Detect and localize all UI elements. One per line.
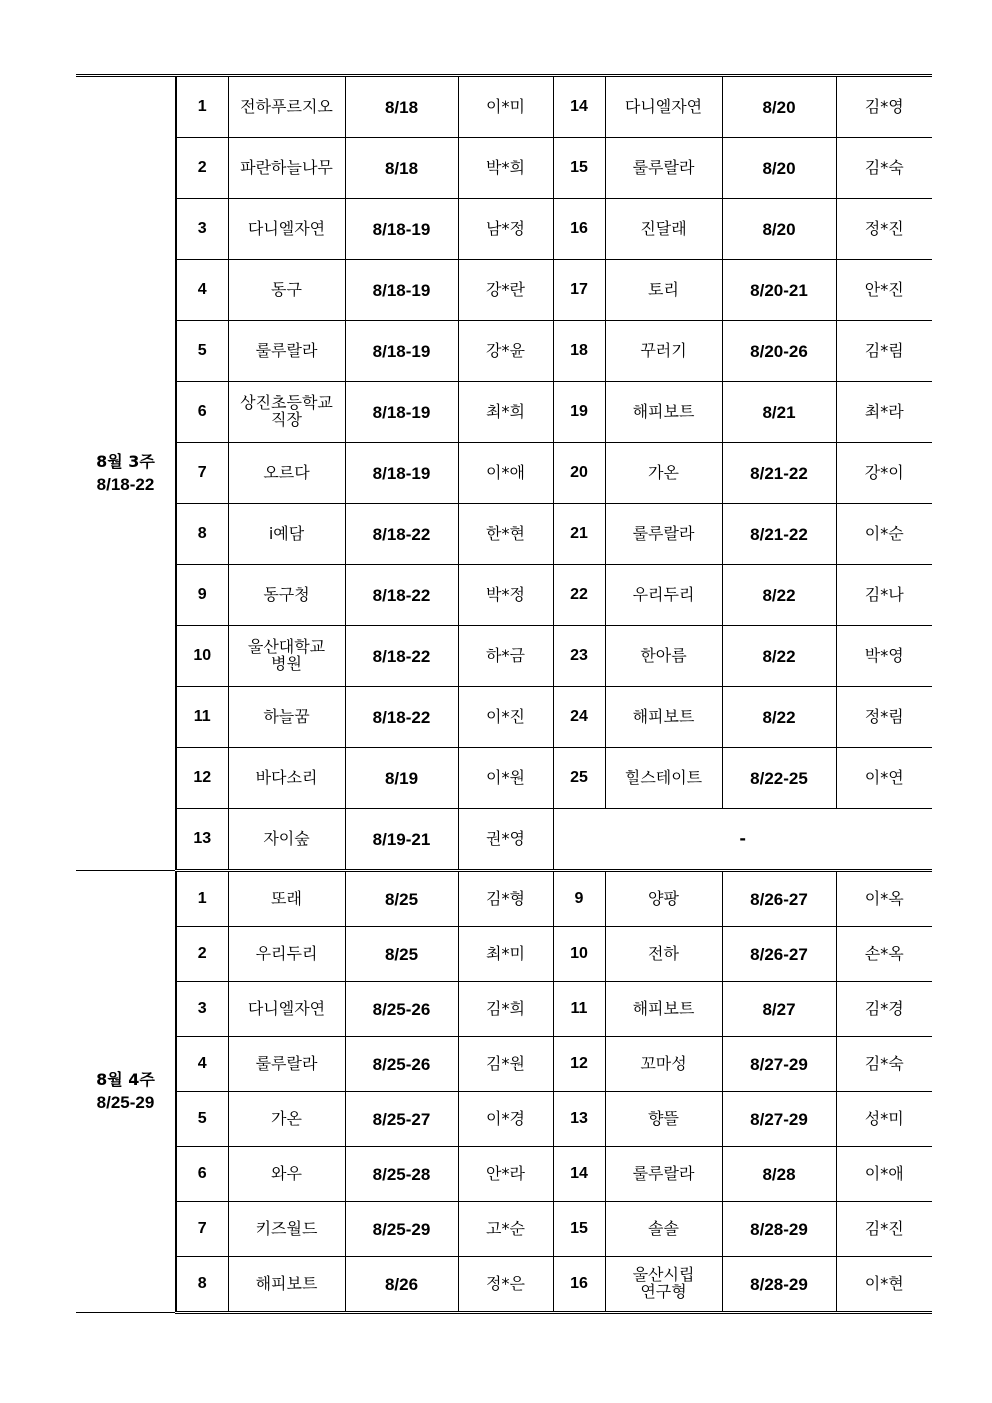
person-name: 박*영 bbox=[836, 626, 932, 687]
date-range: 8/28-29 bbox=[722, 1202, 836, 1257]
person-name: 강*란 bbox=[458, 260, 553, 321]
person-name: 박*정 bbox=[458, 565, 553, 626]
date-range: 8/18-19 bbox=[345, 382, 458, 443]
place-name: 해피보트 bbox=[605, 982, 722, 1037]
place-name: 동구 bbox=[228, 260, 345, 321]
place-name: 오르다 bbox=[228, 443, 345, 504]
place-name: 다니엘자연 bbox=[228, 982, 345, 1037]
date-range: 8/25-29 bbox=[345, 1202, 458, 1257]
place-name: 전하푸르지오 bbox=[228, 76, 345, 138]
person-name: 안*진 bbox=[836, 260, 932, 321]
place-name: 파란하늘나무 bbox=[228, 138, 345, 199]
person-name: 최*희 bbox=[458, 382, 553, 443]
row-number: 3 bbox=[176, 199, 228, 260]
week-label-cell bbox=[76, 871, 176, 1313]
row-number: 13 bbox=[553, 1092, 605, 1147]
place-name: 하늘꿈 bbox=[228, 687, 345, 748]
row-number: 23 bbox=[553, 626, 605, 687]
place-name: 키즈월드 bbox=[228, 1202, 345, 1257]
row-number: 18 bbox=[553, 321, 605, 382]
table-row bbox=[76, 982, 932, 1037]
place-name: 토리 bbox=[605, 260, 722, 321]
place-name: 다니엘자연 bbox=[605, 76, 722, 138]
row-number: 6 bbox=[176, 382, 228, 443]
date-range: 8/20 bbox=[722, 199, 836, 260]
person-name: 정*림 bbox=[836, 687, 932, 748]
row-number: 9 bbox=[553, 871, 605, 927]
date-range: 8/19 bbox=[345, 748, 458, 809]
place-name: 룰루랄라 bbox=[605, 1147, 722, 1202]
date-range: 8/28 bbox=[722, 1147, 836, 1202]
person-name: 김*숙 bbox=[836, 1037, 932, 1092]
date-range: 8/27-29 bbox=[722, 1037, 836, 1092]
week-range: 8/18-22 bbox=[96, 474, 155, 494]
week-label-cell bbox=[76, 76, 176, 871]
place-name: 상진초등학교 직장 bbox=[228, 382, 345, 443]
place-name: 다니엘자연 bbox=[228, 199, 345, 260]
person-name: 김*림 bbox=[836, 321, 932, 382]
row-number: 4 bbox=[176, 1037, 228, 1092]
person-name: 하*금 bbox=[458, 626, 553, 687]
table-row bbox=[76, 871, 932, 927]
date-range: 8/25-26 bbox=[345, 1037, 458, 1092]
table-row bbox=[76, 687, 932, 748]
person-name: 이*애 bbox=[458, 443, 553, 504]
row-number: 19 bbox=[553, 382, 605, 443]
person-name: 이*미 bbox=[458, 76, 553, 138]
date-range: 8/22 bbox=[722, 626, 836, 687]
place-name: 룰루랄라 bbox=[605, 504, 722, 565]
row-number: 3 bbox=[176, 982, 228, 1037]
date-range: 8/20 bbox=[722, 138, 836, 199]
date-range: 8/21 bbox=[722, 382, 836, 443]
place-name: 해피보트 bbox=[605, 382, 722, 443]
date-range: 8/19-21 bbox=[345, 809, 458, 871]
place-name: 와우 bbox=[228, 1147, 345, 1202]
row-number: 1 bbox=[176, 871, 228, 927]
place-name: 또래 bbox=[228, 871, 345, 927]
table-row bbox=[76, 199, 932, 260]
person-name: 이*현 bbox=[836, 1257, 932, 1313]
empty-cell: - bbox=[553, 809, 932, 871]
row-number: 24 bbox=[553, 687, 605, 748]
place-name: 해피보트 bbox=[605, 687, 722, 748]
row-number: 11 bbox=[176, 687, 228, 748]
row-number: 13 bbox=[176, 809, 228, 871]
place-name: 전하 bbox=[605, 927, 722, 982]
date-range: 8/25-28 bbox=[345, 1147, 458, 1202]
date-range: 8/21-22 bbox=[722, 443, 836, 504]
person-name: 김*숙 bbox=[836, 138, 932, 199]
place-name: 울산대학교 병원 bbox=[228, 626, 345, 687]
row-number: 12 bbox=[553, 1037, 605, 1092]
person-name: 이*진 bbox=[458, 687, 553, 748]
week-label: 8월 4주 bbox=[96, 1069, 155, 1089]
row-number: 5 bbox=[176, 1092, 228, 1147]
date-range: 8/25-27 bbox=[345, 1092, 458, 1147]
date-range: 8/25 bbox=[345, 871, 458, 927]
date-range: 8/22-25 bbox=[722, 748, 836, 809]
table-row bbox=[76, 748, 932, 809]
date-range: 8/28-29 bbox=[722, 1257, 836, 1313]
table-row bbox=[76, 565, 932, 626]
place-name: 우리두리 bbox=[605, 565, 722, 626]
place-name: 우리두리 bbox=[228, 927, 345, 982]
place-name: 향뜰 bbox=[605, 1092, 722, 1147]
schedule-body bbox=[76, 76, 932, 1313]
week-label: 8월 3주 bbox=[96, 451, 155, 471]
row-number: 2 bbox=[176, 138, 228, 199]
row-number: 17 bbox=[553, 260, 605, 321]
date-range: 8/18 bbox=[345, 138, 458, 199]
place-name: 바다소리 bbox=[228, 748, 345, 809]
date-range: 8/27 bbox=[722, 982, 836, 1037]
row-number: 8 bbox=[176, 504, 228, 565]
date-range: 8/25-26 bbox=[345, 982, 458, 1037]
date-range: 8/18 bbox=[345, 76, 458, 138]
date-range: 8/18-22 bbox=[345, 687, 458, 748]
date-range: 8/20 bbox=[722, 76, 836, 138]
date-range: 8/18-22 bbox=[345, 565, 458, 626]
place-name: 가온 bbox=[228, 1092, 345, 1147]
row-number: 11 bbox=[553, 982, 605, 1037]
row-number: 4 bbox=[176, 260, 228, 321]
table-row bbox=[76, 382, 932, 443]
table-row bbox=[76, 138, 932, 199]
date-range: 8/26 bbox=[345, 1257, 458, 1313]
person-name: 안*라 bbox=[458, 1147, 553, 1202]
person-name: 김*나 bbox=[836, 565, 932, 626]
place-name: 가온 bbox=[605, 443, 722, 504]
row-number: 8 bbox=[176, 1257, 228, 1313]
table-row bbox=[76, 260, 932, 321]
place-name: 한아름 bbox=[605, 626, 722, 687]
date-range: 8/20-26 bbox=[722, 321, 836, 382]
place-name: 진달래 bbox=[605, 199, 722, 260]
row-number: 15 bbox=[553, 1202, 605, 1257]
row-number: 16 bbox=[553, 1257, 605, 1313]
row-number: 25 bbox=[553, 748, 605, 809]
date-range: 8/18-19 bbox=[345, 443, 458, 504]
place-name: 울산시립 연구형 bbox=[605, 1257, 722, 1313]
date-range: 8/21-22 bbox=[722, 504, 836, 565]
person-name: 이*경 bbox=[458, 1092, 553, 1147]
date-range: 8/18-19 bbox=[345, 321, 458, 382]
date-range: 8/18-22 bbox=[345, 504, 458, 565]
table-row bbox=[76, 1092, 932, 1147]
place-name: 자이숲 bbox=[228, 809, 345, 871]
table-row bbox=[76, 76, 932, 138]
table-row bbox=[76, 809, 932, 871]
person-name: 손*옥 bbox=[836, 927, 932, 982]
person-name: 김*형 bbox=[458, 871, 553, 927]
row-number: 15 bbox=[553, 138, 605, 199]
date-range: 8/27-29 bbox=[722, 1092, 836, 1147]
person-name: 이*순 bbox=[836, 504, 932, 565]
row-number: 22 bbox=[553, 565, 605, 626]
row-number: 20 bbox=[553, 443, 605, 504]
row-number: 7 bbox=[176, 443, 228, 504]
person-name: 정*진 bbox=[836, 199, 932, 260]
place-name: 룰루랄라 bbox=[605, 138, 722, 199]
person-name: 고*순 bbox=[458, 1202, 553, 1257]
place-name: 룰루랄라 bbox=[228, 1037, 345, 1092]
row-number: 9 bbox=[176, 565, 228, 626]
person-name: 이*애 bbox=[836, 1147, 932, 1202]
person-name: 김*경 bbox=[836, 982, 932, 1037]
person-name: 권*영 bbox=[458, 809, 553, 871]
row-number: 5 bbox=[176, 321, 228, 382]
person-name: 이*옥 bbox=[836, 871, 932, 927]
row-number: 10 bbox=[176, 626, 228, 687]
place-name: 솔솔 bbox=[605, 1202, 722, 1257]
date-range: 8/20-21 bbox=[722, 260, 836, 321]
row-number: 12 bbox=[176, 748, 228, 809]
week-range: 8/25-29 bbox=[96, 1092, 155, 1112]
date-range: 8/18-19 bbox=[345, 260, 458, 321]
row-number: 21 bbox=[553, 504, 605, 565]
person-name: 김*희 bbox=[458, 982, 553, 1037]
person-name: 한*현 bbox=[458, 504, 553, 565]
table-row bbox=[76, 626, 932, 687]
place-name: i예담 bbox=[228, 504, 345, 565]
date-range: 8/18-19 bbox=[345, 199, 458, 260]
row-number: 16 bbox=[553, 199, 605, 260]
row-number: 14 bbox=[553, 76, 605, 138]
person-name: 강*윤 bbox=[458, 321, 553, 382]
table-row bbox=[76, 504, 932, 565]
date-range: 8/22 bbox=[722, 687, 836, 748]
person-name: 김*진 bbox=[836, 1202, 932, 1257]
place-name: 양팡 bbox=[605, 871, 722, 927]
row-number: 7 bbox=[176, 1202, 228, 1257]
place-name: 동구청 bbox=[228, 565, 345, 626]
row-number: 10 bbox=[553, 927, 605, 982]
person-name: 김*원 bbox=[458, 1037, 553, 1092]
table-row bbox=[76, 1202, 932, 1257]
table-row bbox=[76, 1147, 932, 1202]
date-range: 8/26-27 bbox=[722, 871, 836, 927]
row-number: 14 bbox=[553, 1147, 605, 1202]
person-name: 강*이 bbox=[836, 443, 932, 504]
person-name: 이*원 bbox=[458, 748, 553, 809]
table-row bbox=[76, 1257, 932, 1313]
person-name: 정*은 bbox=[458, 1257, 553, 1313]
date-range: 8/26-27 bbox=[722, 927, 836, 982]
place-name: 힐스테이트 bbox=[605, 748, 722, 809]
row-number: 2 bbox=[176, 927, 228, 982]
table-row bbox=[76, 443, 932, 504]
person-name: 성*미 bbox=[836, 1092, 932, 1147]
place-name: 해피보트 bbox=[228, 1257, 345, 1313]
schedule-table bbox=[76, 74, 932, 1314]
date-range: 8/22 bbox=[722, 565, 836, 626]
person-name: 이*연 bbox=[836, 748, 932, 809]
person-name: 김*영 bbox=[836, 76, 932, 138]
place-name: 꼬마성 bbox=[605, 1037, 722, 1092]
table-row bbox=[76, 1037, 932, 1092]
place-name: 꾸러기 bbox=[605, 321, 722, 382]
row-number: 1 bbox=[176, 76, 228, 138]
row-number: 6 bbox=[176, 1147, 228, 1202]
date-range: 8/25 bbox=[345, 927, 458, 982]
date-range: 8/18-22 bbox=[345, 626, 458, 687]
place-name: 룰루랄라 bbox=[228, 321, 345, 382]
person-name: 최*미 bbox=[458, 927, 553, 982]
person-name: 최*라 bbox=[836, 382, 932, 443]
person-name: 남*정 bbox=[458, 199, 553, 260]
table-row bbox=[76, 927, 932, 982]
table-row bbox=[76, 321, 932, 382]
person-name: 박*희 bbox=[458, 138, 553, 199]
